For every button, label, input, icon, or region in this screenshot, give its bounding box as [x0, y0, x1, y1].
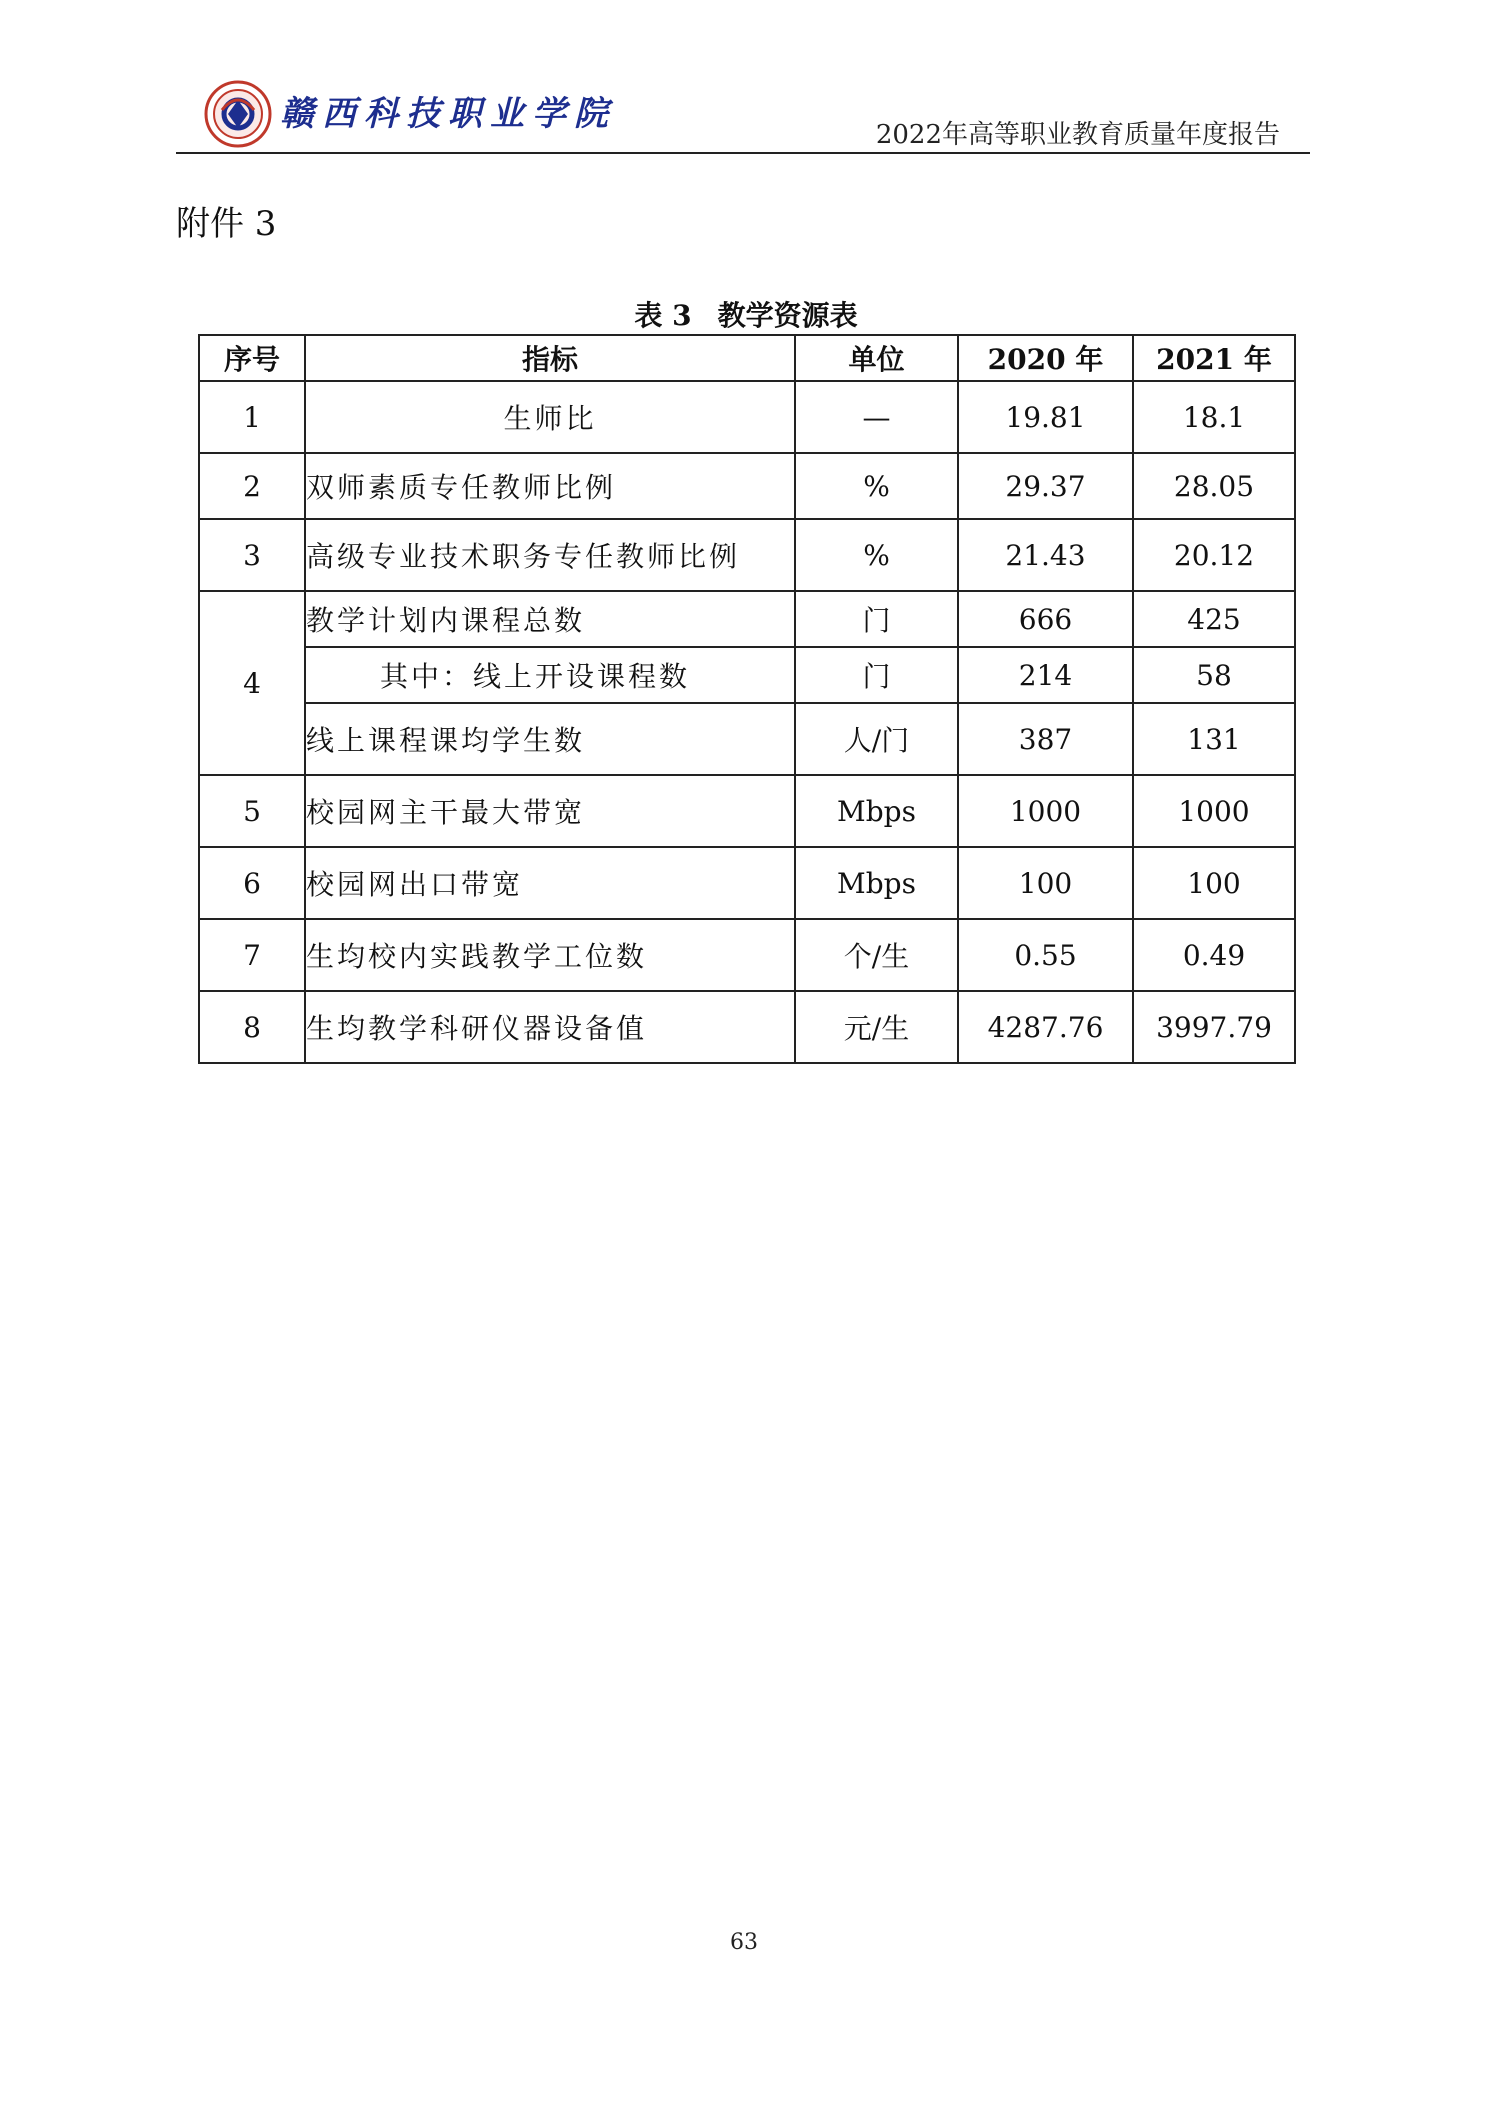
column-header-2021: 2021 年: [1133, 335, 1295, 381]
row-value-2021: 425: [1133, 591, 1295, 647]
row-unit: 门: [795, 591, 958, 647]
table-caption-title: 教学资源表: [717, 299, 858, 332]
row-indicator: 线上课程课均学生数: [305, 703, 795, 775]
row-value-2020: 214: [958, 647, 1133, 703]
row-number: 3: [199, 519, 305, 591]
report-title: 2022年高等职业教育质量年度报告: [875, 120, 1280, 150]
row-number: 6: [199, 847, 305, 919]
row-value-2021: 28.05: [1133, 453, 1295, 519]
row-indicator: 其中：线上开设课程数: [305, 647, 795, 703]
row-value-2021: 1000: [1133, 775, 1295, 847]
table-row: [199, 847, 1295, 919]
table-caption-number: 表 3: [634, 299, 692, 332]
table-row: [199, 519, 1295, 591]
row-indicator: 生均教学科研仪器设备值: [305, 991, 795, 1063]
column-header-2020: 2020 年: [958, 335, 1133, 381]
row-value-2020: 21.43: [958, 519, 1133, 591]
row-unit: 人/门: [795, 703, 958, 775]
table-row: [199, 919, 1295, 991]
table-row: [199, 591, 1295, 647]
row-value-2020: 666: [958, 591, 1133, 647]
row-unit: %: [795, 519, 958, 591]
column-header-indicator: 指标: [305, 335, 795, 381]
row-value-2021: 0.49: [1133, 919, 1295, 991]
row-value-2020: 100: [958, 847, 1133, 919]
row-value-2020: 4287.76: [958, 991, 1133, 1063]
row-value-2020: 29.37: [958, 453, 1133, 519]
row-unit: Mbps: [795, 847, 958, 919]
row-number: 4: [199, 591, 305, 775]
column-header-no: 序号: [199, 335, 305, 381]
row-number: 5: [199, 775, 305, 847]
row-value-2020: 387: [958, 703, 1133, 775]
table-row: [199, 703, 1295, 775]
row-unit: 门: [795, 647, 958, 703]
college-emblem-icon: [204, 80, 272, 148]
row-value-2021: 58: [1133, 647, 1295, 703]
row-number: 7: [199, 919, 305, 991]
row-value-2021: 131: [1133, 703, 1295, 775]
row-indicator: 生均校内实践教学工位数: [305, 919, 795, 991]
row-number: 8: [199, 991, 305, 1063]
row-unit: —: [795, 381, 958, 453]
page-number: 63: [730, 1930, 758, 1955]
row-indicator: 高级专业技术职务专任教师比例: [305, 519, 795, 591]
table-row: [199, 381, 1295, 453]
row-number: 2: [199, 453, 305, 519]
row-unit: %: [795, 453, 958, 519]
table-row: [199, 647, 1295, 703]
table-row: [199, 775, 1295, 847]
page-header: [176, 62, 1310, 154]
header-rule: [176, 152, 1310, 154]
row-unit: 个/生: [795, 919, 958, 991]
teaching-resource-table: [198, 334, 1296, 1064]
row-value-2020: 1000: [958, 775, 1133, 847]
row-indicator: 双师素质专任教师比例: [305, 453, 795, 519]
row-unit: Mbps: [795, 775, 958, 847]
table-row: [199, 453, 1295, 519]
row-number: 1: [199, 381, 305, 453]
attachment-label: 附件 3: [176, 204, 277, 244]
table-caption: [198, 294, 1294, 334]
row-value-2020: 0.55: [958, 919, 1133, 991]
school-name: 赣西科技职业学院: [280, 94, 616, 134]
row-value-2021: 18.1: [1133, 381, 1295, 453]
row-value-2021: 20.12: [1133, 519, 1295, 591]
row-unit: 元/生: [795, 991, 958, 1063]
row-value-2021: 100: [1133, 847, 1295, 919]
row-value-2021: 3997.79: [1133, 991, 1295, 1063]
row-indicator: 生师比: [305, 381, 795, 453]
row-indicator: 教学计划内课程总数: [305, 591, 795, 647]
table-row: [199, 991, 1295, 1063]
column-header-unit: 单位: [795, 335, 958, 381]
row-indicator: 校园网出口带宽: [305, 847, 795, 919]
row-value-2020: 19.81: [958, 381, 1133, 453]
row-indicator: 校园网主干最大带宽: [305, 775, 795, 847]
table-header-row: [199, 335, 1295, 381]
